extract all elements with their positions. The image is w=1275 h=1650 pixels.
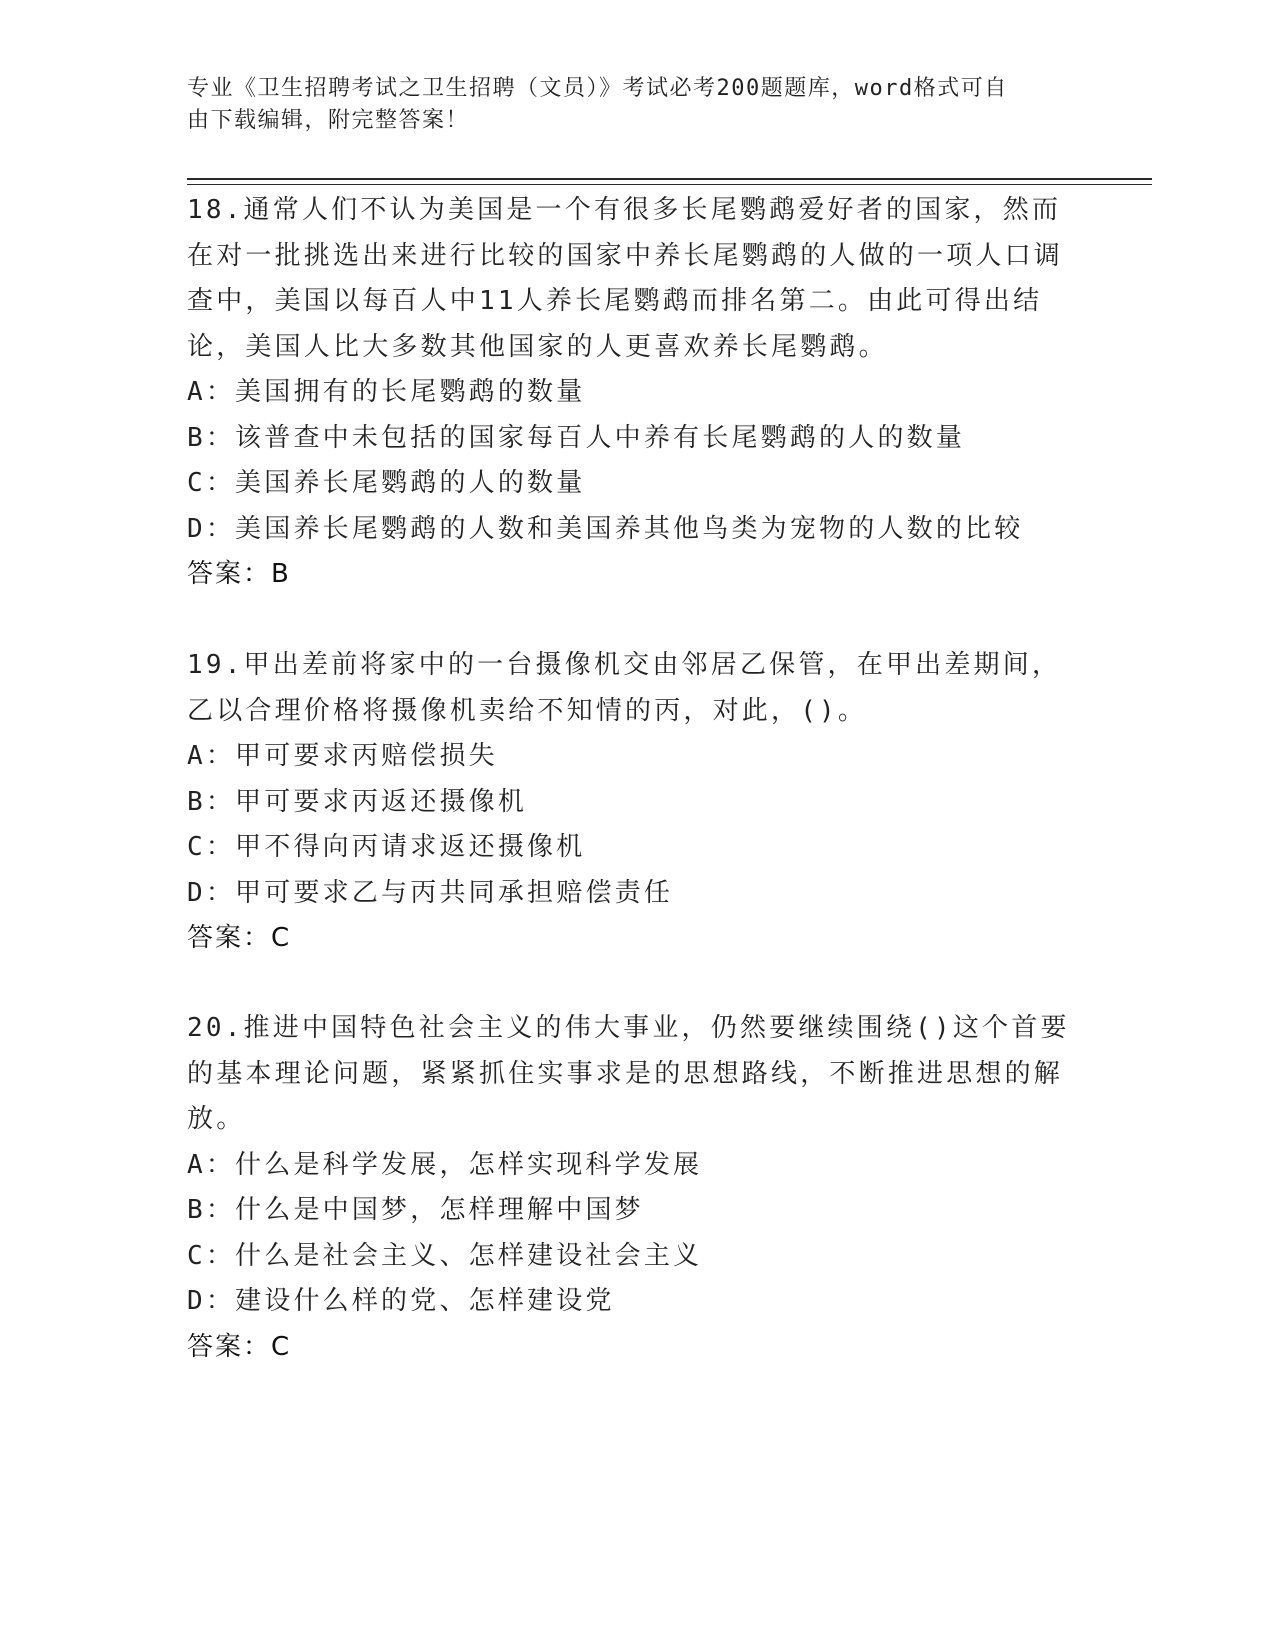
document-header [187,73,1067,137]
option-b: B：甲可要求丙返还摄像机 [187,786,528,817]
option-b: B：什么是中国梦，怎样理解中国梦 [187,1195,644,1225]
header-divider-thick [187,178,1152,180]
question-stem: 18.通常人们不认为美国是一个有很多长尾鹦鹉爱好者的国家，然而在对一批挑选出来进行比较的国家中养长尾鹦鹉的人做的一项人口调查中，美国以每百人中11人养长尾鹦鹉而排名第二。由此可得出结论，美国人比大多数其他国家的人更喜欢养长尾鹦鹉。 [187,195,1064,362]
option-d: D：美国养长尾鹦鹉的人数和美国养其他鸟类为宠物的人数的比较 [187,513,1024,544]
header-line-2: 由下载编辑，附完整答案！ [187,108,470,133]
header-divider-thin [187,184,1152,185]
question-19 [187,643,1087,962]
option-a: A：美国拥有的长尾鹦鹉的数量 [187,377,586,407]
option-c: C：美国养长尾鹦鹉的人的数量 [187,468,586,498]
header-line-1: 专业《卫生招聘考试之卫生招聘（文员）》考试必考200题题库，word格式可自 [187,76,1008,101]
question-stem: 19.甲出差前将家中的一台摄像机交由邻居乙保管，在甲出差期间，乙以合理价格将摄像机卖给不知情的丙，对此，()。 [187,650,1062,726]
option-d: D：建设什么样的党、怎样建设党 [187,1286,615,1316]
option-a: A：甲可要求丙赔偿损失 [187,741,498,771]
option-d: D：甲可要求乙与丙共同承担赔偿责任 [187,877,674,908]
question-stem: 20.推进中国特色社会主义的伟大事业，仍然要继续围绕()这个首要的基本理论问题，紧紧抓住实事求是的思想路线，不断推进思想的解放。 [187,1013,1070,1134]
question-18 [187,188,1087,598]
answer: 答案：B [187,559,291,589]
option-c: C：什么是社会主义、怎样建设社会主义 [187,1240,703,1271]
question-20 [187,1006,1087,1370]
option-a: A：什么是科学发展，怎样实现科学发展 [187,1149,703,1180]
option-c: C：甲不得向丙请求返还摄像机 [187,832,586,862]
answer: 答案：C [187,1331,292,1362]
answer: 答案：C [187,923,292,953]
option-b: B：该普查中未包括的国家每百人中养有长尾鹦鹉的人的数量 [187,422,966,453]
